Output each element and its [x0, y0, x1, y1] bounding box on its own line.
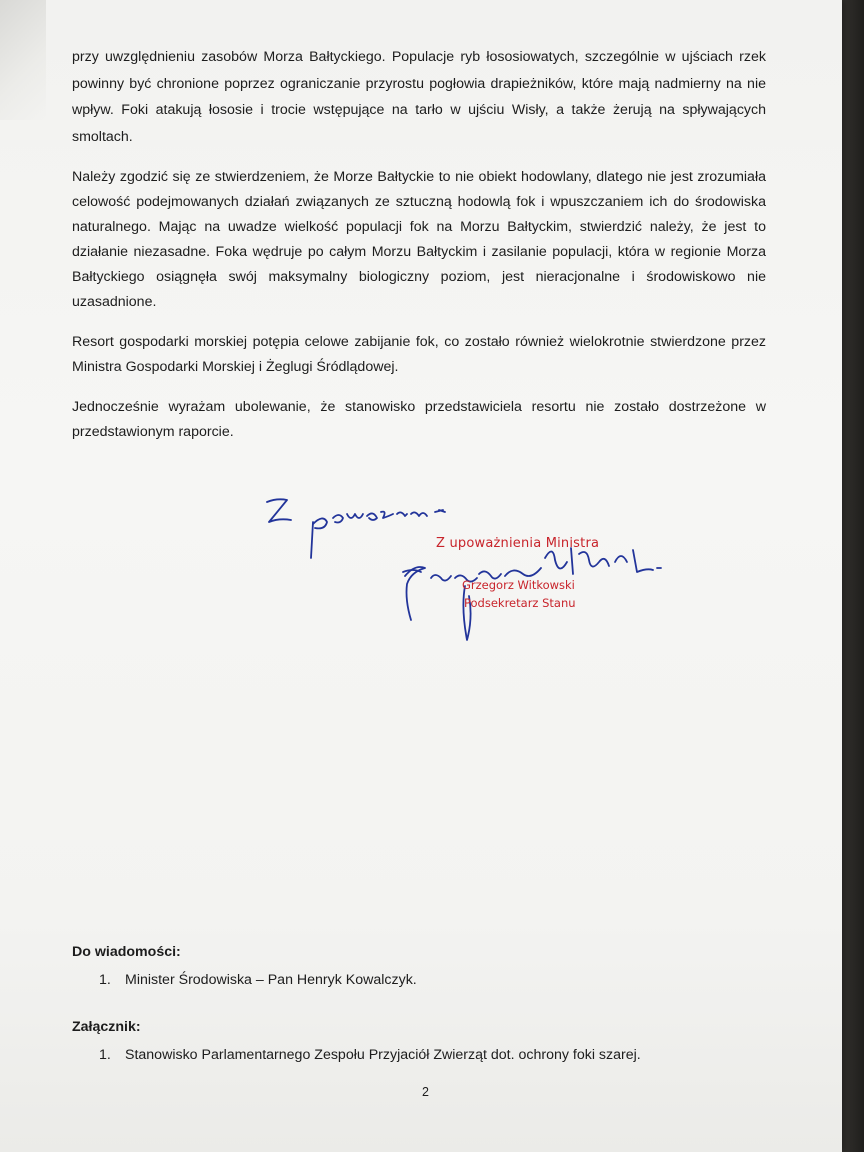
stamp-signatory-title: Podsekretarz Stanu	[464, 596, 576, 610]
list-item-text: Minister Środowiska – Pan Henryk Kowalczyk.	[125, 972, 417, 988]
list-item	[72, 1045, 641, 1065]
authorization-stamp-line: Z upoważnienia Ministra	[436, 536, 600, 551]
list-item-number: 1.	[99, 972, 111, 988]
handwritten-closing-and-signature	[255, 488, 675, 648]
list-item	[72, 970, 417, 990]
list-item-number: 1.	[99, 1047, 111, 1063]
attachment-heading: Załącznik:	[72, 1019, 141, 1035]
distribution-list	[72, 970, 417, 990]
letter-body	[72, 44, 766, 460]
attachment-list	[72, 1045, 641, 1065]
paragraph-ministry-position: Resort gospodarki morskiej potępia celowe zabijanie fok, co zostało również wielokrotnie stwierdzone przez Ministra Gospodarki Morskiej i Żeglugi Śródlądowej.	[72, 334, 766, 375]
distribution-section	[72, 944, 417, 990]
page-number: 2	[422, 1085, 429, 1099]
attachment-section	[72, 1019, 641, 1065]
paragraph-regret: Jednocześnie wyrażam ubolewanie, że stanowisko przedstawiciela resortu nie zostało dostrzeżone w przedstawionym raporcie.	[72, 399, 766, 440]
distribution-heading: Do wiadomości:	[72, 944, 181, 960]
stamp-signatory-name: Grzegorz Witkowski	[462, 578, 575, 592]
paragraph-breeding: Należy zgodzić się ze stwierdzeniem, że Morze Bałtyckie to nie obiekt hodowlany, dlatego nie jest zrozumiała celowość podejmowanych działań związanych ze sztuczną hodowlą fok i wpuszczaniem ich do środowiska naturalnego. Mając na uwadze wielkość populacji fok na Morzu Bałtyckim, stwierdzić należy, że jest to działanie niezasadne. Foka wędruje po całym Morzu Bałtyckim i zasilanie populacji, która w regionie Morza Bałtyckiego osiągnęła swój maksymalny biologiczny poziom, jest nieracjonalne i środowiskowo nie uzasadnione.	[72, 169, 766, 310]
paragraph-fish-protection: przy uwzględnieniu zasobów Morza Bałtyckiego. Populacje ryb łososiowatych, szczególnie w ujściach rzek powinny być chronione poprzez ograniczanie przyrostu pogłowia drapieżników, które mają nadmierny na nie wpływ. Foki atakują łososie i trocie wstępujące na tarło w ujściu Wisły, a także żerują na spływających smoltach.	[72, 49, 766, 145]
page-fold-shadow	[0, 0, 46, 120]
handwritten-signature-block	[255, 488, 675, 648]
list-item-text: Stanowisko Parlamentarnego Zespołu Przyjaciół Zwierząt dot. ochrony foki szarej.	[125, 1047, 641, 1063]
